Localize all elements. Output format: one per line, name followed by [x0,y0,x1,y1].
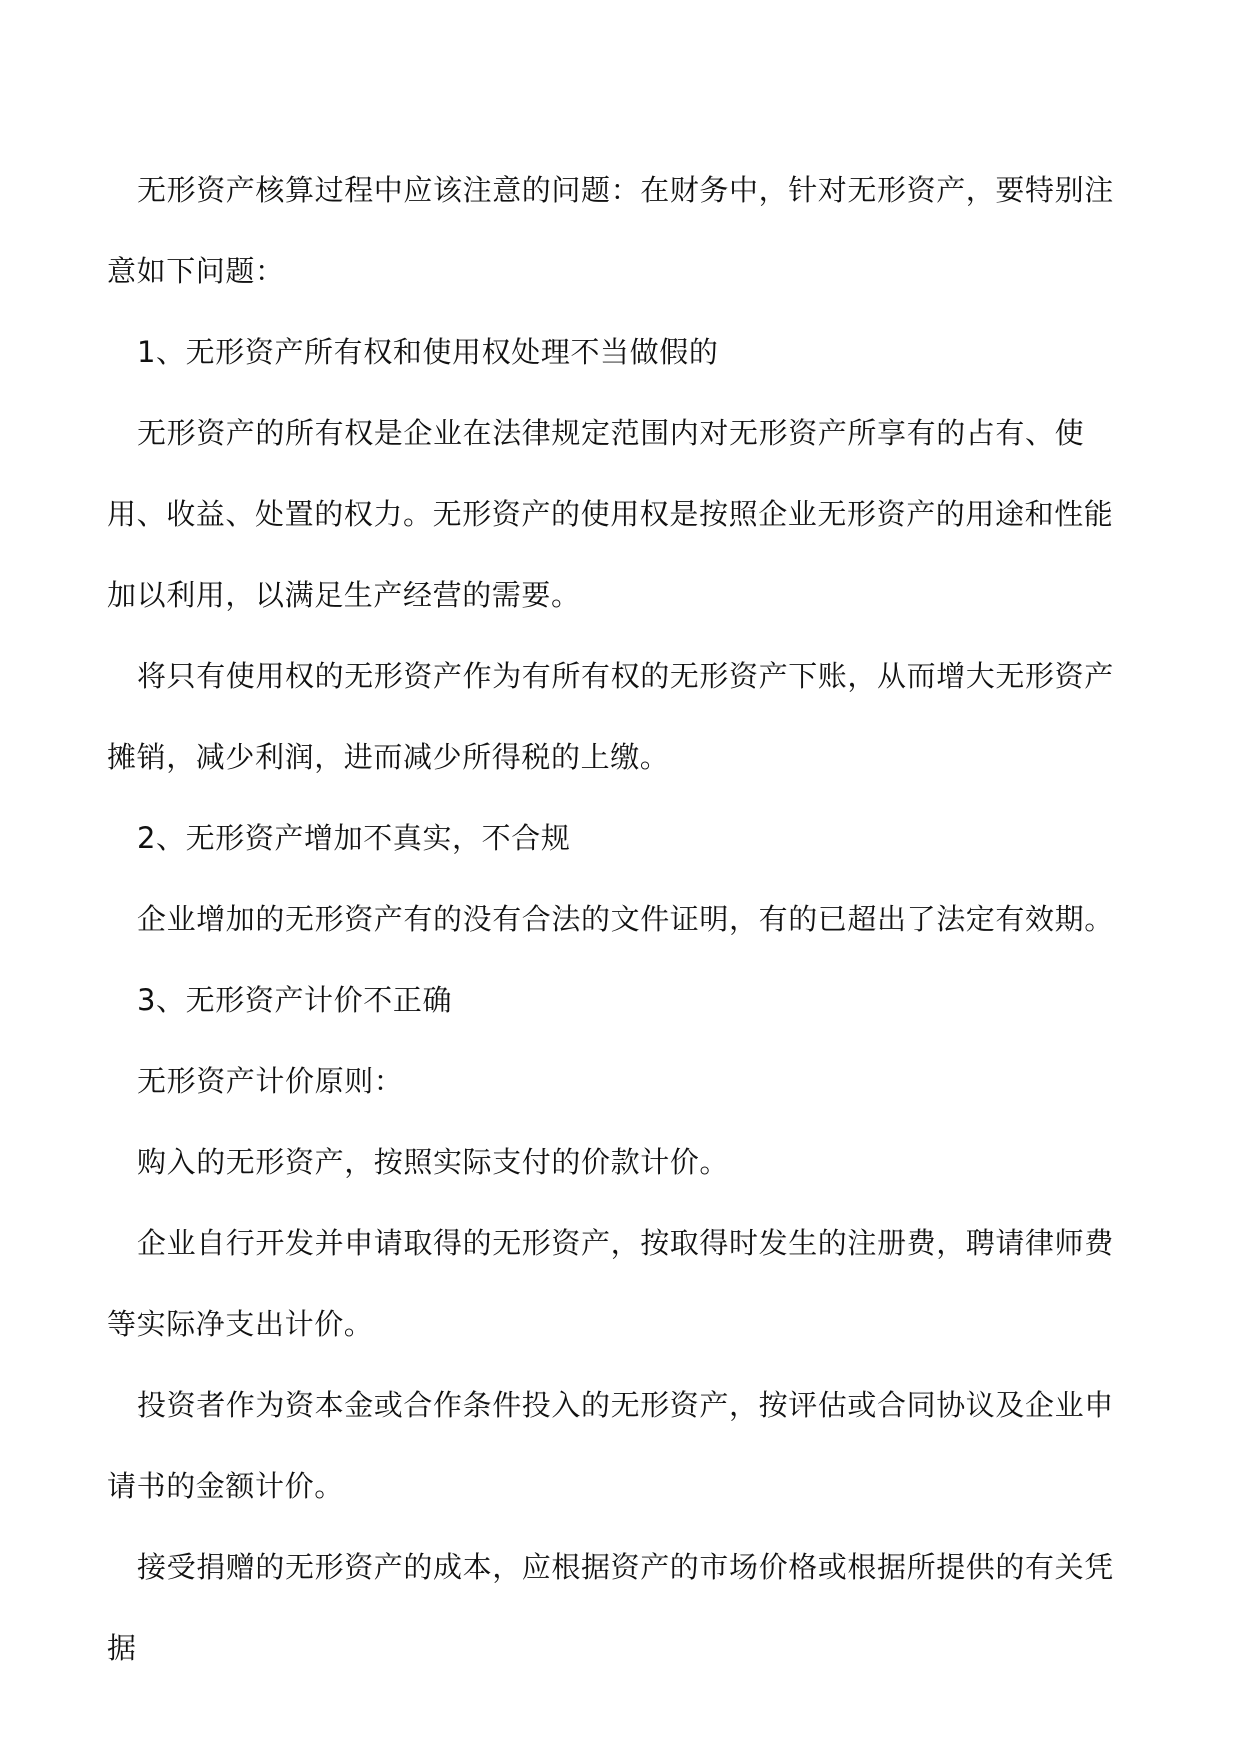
paragraph-ownership-definition: 无形资产的所有权是企业在法律规定范围内对无形资产所享有的占有、使用、收益、处置的权力。无形资产的使用权是按照企业无形资产的用途和性能加以利用，以满足生产经营的需要。 [107,416,1114,612]
section-heading-1: 1、无形资产所有权和使用权处理不当做假的 [137,335,719,369]
paragraph-ownership-fraud: 将只有使用权的无形资产作为有所有权的无形资产下账，从而增大无形资产摊销，减少利润，进而减少所得税的上缴。 [107,659,1114,774]
paragraph-intro: 无形资产核算过程中应该注意的问题：在财务中，针对无形资产，要特别注意如下问题： [107,173,1114,288]
paragraph-purchased-assets: 购入的无形资产，按照实际支付的价款计价。 [137,1145,730,1179]
paragraph-valuation-principle: 无形资产计价原则： [137,1064,404,1098]
section-heading-3: 3、无形资产计价不正确 [137,983,453,1017]
document-body [107,150,1137,1689]
paragraph-donated-assets: 接受捐赠的无形资产的成本，应根据资产的市场价格或根据所提供的有关凭据 [107,1550,1114,1665]
paragraph-self-developed-assets: 企业自行开发并申请取得的无形资产，按取得时发生的注册费，聘请律师费等实际净支出计价。 [107,1226,1114,1341]
paragraph-increase-invalid: 企业增加的无形资产有的没有合法的文件证明，有的已超出了法定有效期。 [137,902,1114,936]
paragraph-invested-assets: 投资者作为资本金或合作条件投入的无形资产，按评估或合同协议及企业申请书的金额计价。 [107,1388,1114,1503]
section-heading-2: 2、无形资产增加不真实，不合规 [137,821,571,855]
